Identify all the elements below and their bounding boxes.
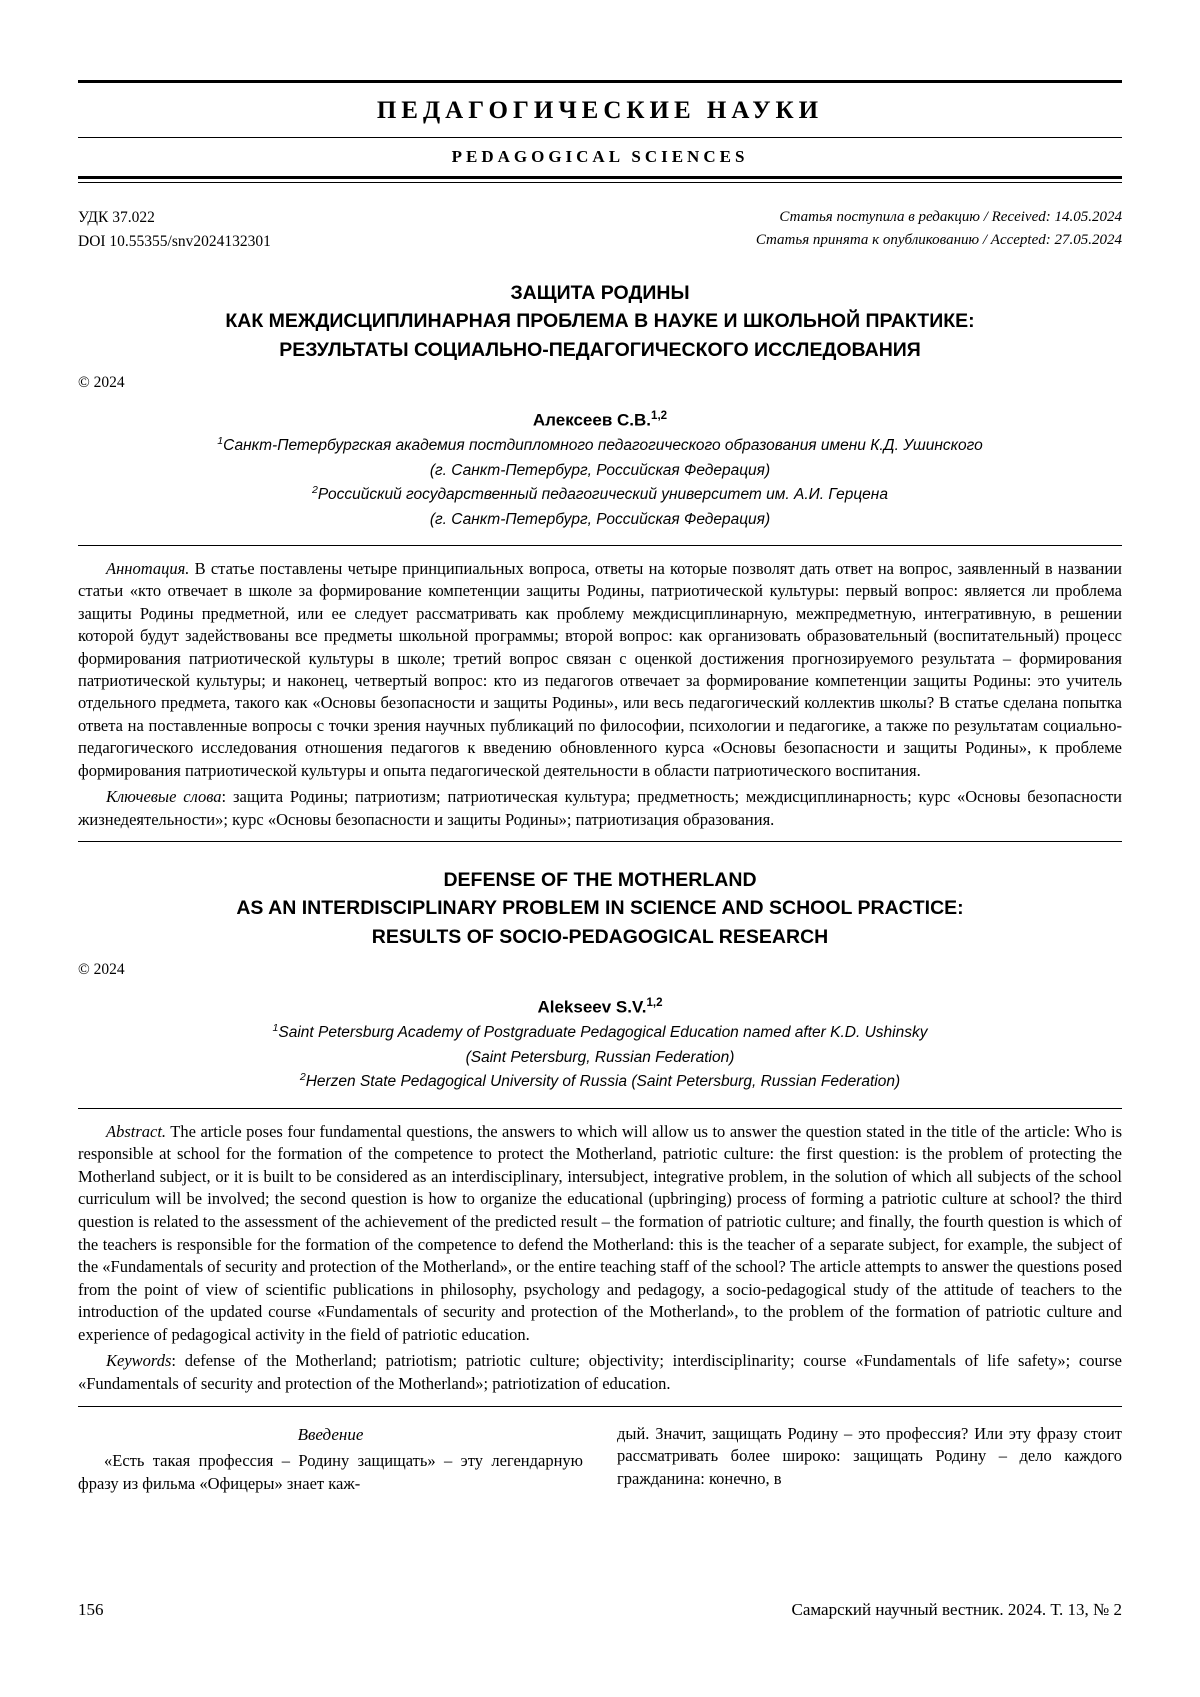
keywords-label-ru: Ключевые слова bbox=[106, 787, 222, 807]
affiliation-1-city-en: (Saint Petersburg, Russian Federation) bbox=[465, 1048, 735, 1066]
journal-reference: Самарский научный вестник. 2024. Т. 13, № 2 bbox=[791, 1600, 1122, 1619]
abstract-bottom-rule-ru bbox=[78, 841, 1122, 842]
page-footer bbox=[78, 1600, 1122, 1620]
authors-ru bbox=[78, 410, 1122, 431]
article-meta bbox=[78, 209, 1122, 257]
affiliation-1-text-ru: Санкт-Петербургская академия постдипломного педагогического образования имени К.Д. Ушинского bbox=[223, 437, 983, 455]
page-number: 156 bbox=[78, 1600, 104, 1619]
abstract-en bbox=[78, 1121, 1122, 1347]
affiliations-ru bbox=[78, 434, 1122, 530]
page-content bbox=[78, 80, 1122, 1496]
abstract-top-rule-ru bbox=[78, 545, 1122, 546]
affiliation-1-marker-en: 1 bbox=[272, 1022, 279, 1035]
article-title-ru-line3: РЕЗУЛЬТАТЫ СОЦИАЛЬНО-ПЕДАГОГИЧЕСКОГО ИССЛЕДОВАНИЯ bbox=[279, 338, 921, 361]
author-name-en: Alekseev S.V. bbox=[537, 997, 647, 1017]
abstract-top-rule-en bbox=[78, 1108, 1122, 1109]
affiliation-2-en bbox=[78, 1070, 1122, 1093]
affiliations-en bbox=[78, 1021, 1122, 1093]
accepted-date: Статья принята к опубликованию / Accepted: 27.05.2024 bbox=[755, 232, 1122, 248]
intro-paragraph-left: «Есть такая профессия – Родину защищать» – эту легендарную фразу из фильма «Офицеры» знает каж- bbox=[78, 1451, 583, 1493]
affiliation-1-city-ru: (г. Санкт-Петербург, Российская Федерация) bbox=[429, 461, 771, 479]
section-heading-ru: ПЕДАГОГИЧЕСКИЕ НАУКИ bbox=[376, 97, 824, 124]
affiliation-1-en bbox=[78, 1021, 1122, 1044]
author-affil-marker-ru: 1,2 bbox=[651, 409, 668, 422]
received-date: Статья поступила в редакцию / Received: 14.05.2024 bbox=[779, 209, 1122, 225]
authors-en bbox=[78, 997, 1122, 1018]
meta-dates bbox=[756, 209, 1122, 257]
abstract-label-ru: Аннотация. bbox=[106, 558, 190, 578]
copyright-ru: © 2024 bbox=[78, 373, 125, 391]
affiliation-2-city-ru: (г. Санкт-Петербург, Российская Федерация) bbox=[429, 510, 771, 528]
author-affil-marker-en: 1,2 bbox=[646, 996, 663, 1009]
article-title-en-line1: DEFENSE OF THE MOTHERLAND bbox=[443, 869, 757, 892]
abstract-text-ru: В статье поставлены четыре принципиальных вопроса, ответы на которые позволят дать ответ на вопрос, заявленный в названии статьи «кто отвечает в школе за формирование компетенции защиты Родины, патриотической культуры: первый вопрос: является ли проблема защиты Родины предметной, или ее следует рассматривать как проблему междисциплинарную, межпредметную, интегративную, в решении которой будут задействованы все предметы школьной программы; второй вопрос: как организовать образовательный (воспитательный) процесс формирования патриотической культуры в школе; третий вопрос связан с оценкой достижения прогнозируемого результата – формирования патриотической культуры; и наконец, четвертый вопрос: кто из педагогов отвечает за формирование компетенции защиты Родины: это учитель отдельного предмета, такого как «Основы безопасности и защиты Родины», или весь педагогический коллектив школы? В статье сделана попытка ответа на поставленные вопросы с точки зрения научных публикаций по философии, психологии и педагогике, а также по результатам социально-педагогического исследования отношения педагогов к введению обновленного курса «Основы безопасности и защиты Родины», к проблеме формирования патриотической культуры и опыта педагогической деятельности в области патриотического воспитания. bbox=[78, 558, 1122, 780]
keywords-text-en: : defense of the Motherland; patriotism; patriotic culture; objectivity; interdisciplinarity; course «Fundamentals of life safety»; course «Fundamentals of security and protection of the Motherland»; patriotization of education. bbox=[78, 1351, 1122, 1394]
affiliation-1-text-en: Saint Petersburg Academy of Postgraduate Pedagogical Education named after K.D. Ushinsky bbox=[278, 1024, 928, 1042]
keywords-en bbox=[78, 1350, 1122, 1395]
keywords-ru bbox=[78, 786, 1122, 831]
section-heading-en: PEDAGOGICAL SCIENCES bbox=[451, 147, 749, 166]
article-title-ru-line2: КАК МЕЖДИСЦИПЛИНАРНАЯ ПРОБЛЕМА В НАУКЕ И ШКОЛЬНОЙ ПРАКТИКЕ: bbox=[225, 310, 975, 333]
body-column-left bbox=[78, 1423, 583, 1496]
article-title-en-line3: RESULTS OF SOCIO-PEDAGOGICAL RESEARCH bbox=[371, 925, 829, 948]
abstract-text-en: The article poses four fundamental questions, the answers to which will allow us to answer the question stated in the title of the article: Who is responsible at school for the formation of the competence to protect the Motherland, patriotic culture: the first question: is the problem of protecting the Motherland subject, or it is built to be considered as an interdisciplinary, intersubject, integrative problem, in the solution of which all subjects of the school curriculum will be involved; the second question is how to organize the educational (upbringing) process of forming a patriotic culture at school? the third question is related to the assessment of the achievement of the predicted result – the formation of patriotic culture; and finally, the fourth question is which of the teachers is responsible for the formation of the competence to defend the Motherland: this is the teacher of a separate subject, for example, the subject of the «Fundamentals of security and protection of the Motherland», or the entire teaching staff of the school? The article attempts to answer the questions posed from the point of view of scientific publications in philosophy, psychology and pedagogy, a socio-pedagogical study of the attitude of teachers to the introduction of the updated course «Fundamentals of security and protection of the Motherland», to the problem of the formation of patriotic culture and experience of pedagogical activity in the field of patriotic education. bbox=[78, 1121, 1122, 1344]
affiliation-2-text-en: Herzen State Pedagogical University of Russia (Saint Petersburg, Russian Federation) bbox=[305, 1073, 901, 1091]
copyright-en: © 2024 bbox=[78, 960, 125, 978]
affiliation-1-marker-ru: 1 bbox=[217, 435, 224, 448]
keywords-text-ru: : защита Родины; патриотизм; патриотическая культура; предметность; междисциплинарность; курс «Основы безопасности жизнедеятельности»; курс «Основы безопасности и защиты Родины»; патриотизация образования. bbox=[78, 787, 1122, 829]
abstract-label-en: Abstract. bbox=[106, 1121, 167, 1141]
affiliation-2-marker-ru: 2 bbox=[312, 484, 318, 497]
intro-paragraph-right: дый. Значит, защищать Родину – это профессия? Или эту фразу стоит рассматривать более широко: защищать Родину – дело каждого гражданина: конечно, в bbox=[617, 1423, 1122, 1489]
affiliation-2-marker-en: 2 bbox=[299, 1071, 306, 1084]
article-title-ru bbox=[78, 279, 1122, 364]
udk-value: УДК 37.022 bbox=[78, 209, 155, 226]
abstract-bottom-rule-en bbox=[78, 1406, 1122, 1407]
article-title-ru-line1: ЗАЩИТА РОДИНЫ bbox=[510, 282, 690, 304]
header-bottom-rule bbox=[78, 176, 1122, 183]
author-name-ru: Алексеев С.В. bbox=[532, 410, 652, 430]
keywords-label-en: Keywords bbox=[106, 1351, 172, 1371]
meta-identifiers bbox=[78, 209, 271, 257]
doi-value: DOI 10.55355/snv2024132301 bbox=[78, 233, 271, 250]
body-columns bbox=[78, 1423, 1122, 1496]
affiliation-2-text-ru: Российский государственный педагогический университет им. А.И. Герцена bbox=[317, 486, 888, 504]
affiliation-1-ru bbox=[78, 434, 1122, 457]
body-column-right bbox=[617, 1423, 1122, 1496]
affiliation-2-ru bbox=[78, 483, 1122, 506]
article-title-en-line2: AS AN INTERDISCIPLINARY PROBLEM IN SCIENCE AND SCHOOL PRACTICE: bbox=[236, 897, 964, 920]
article-title-en bbox=[78, 866, 1122, 951]
intro-heading: Введение bbox=[297, 1424, 364, 1444]
abstract-ru bbox=[78, 558, 1122, 782]
